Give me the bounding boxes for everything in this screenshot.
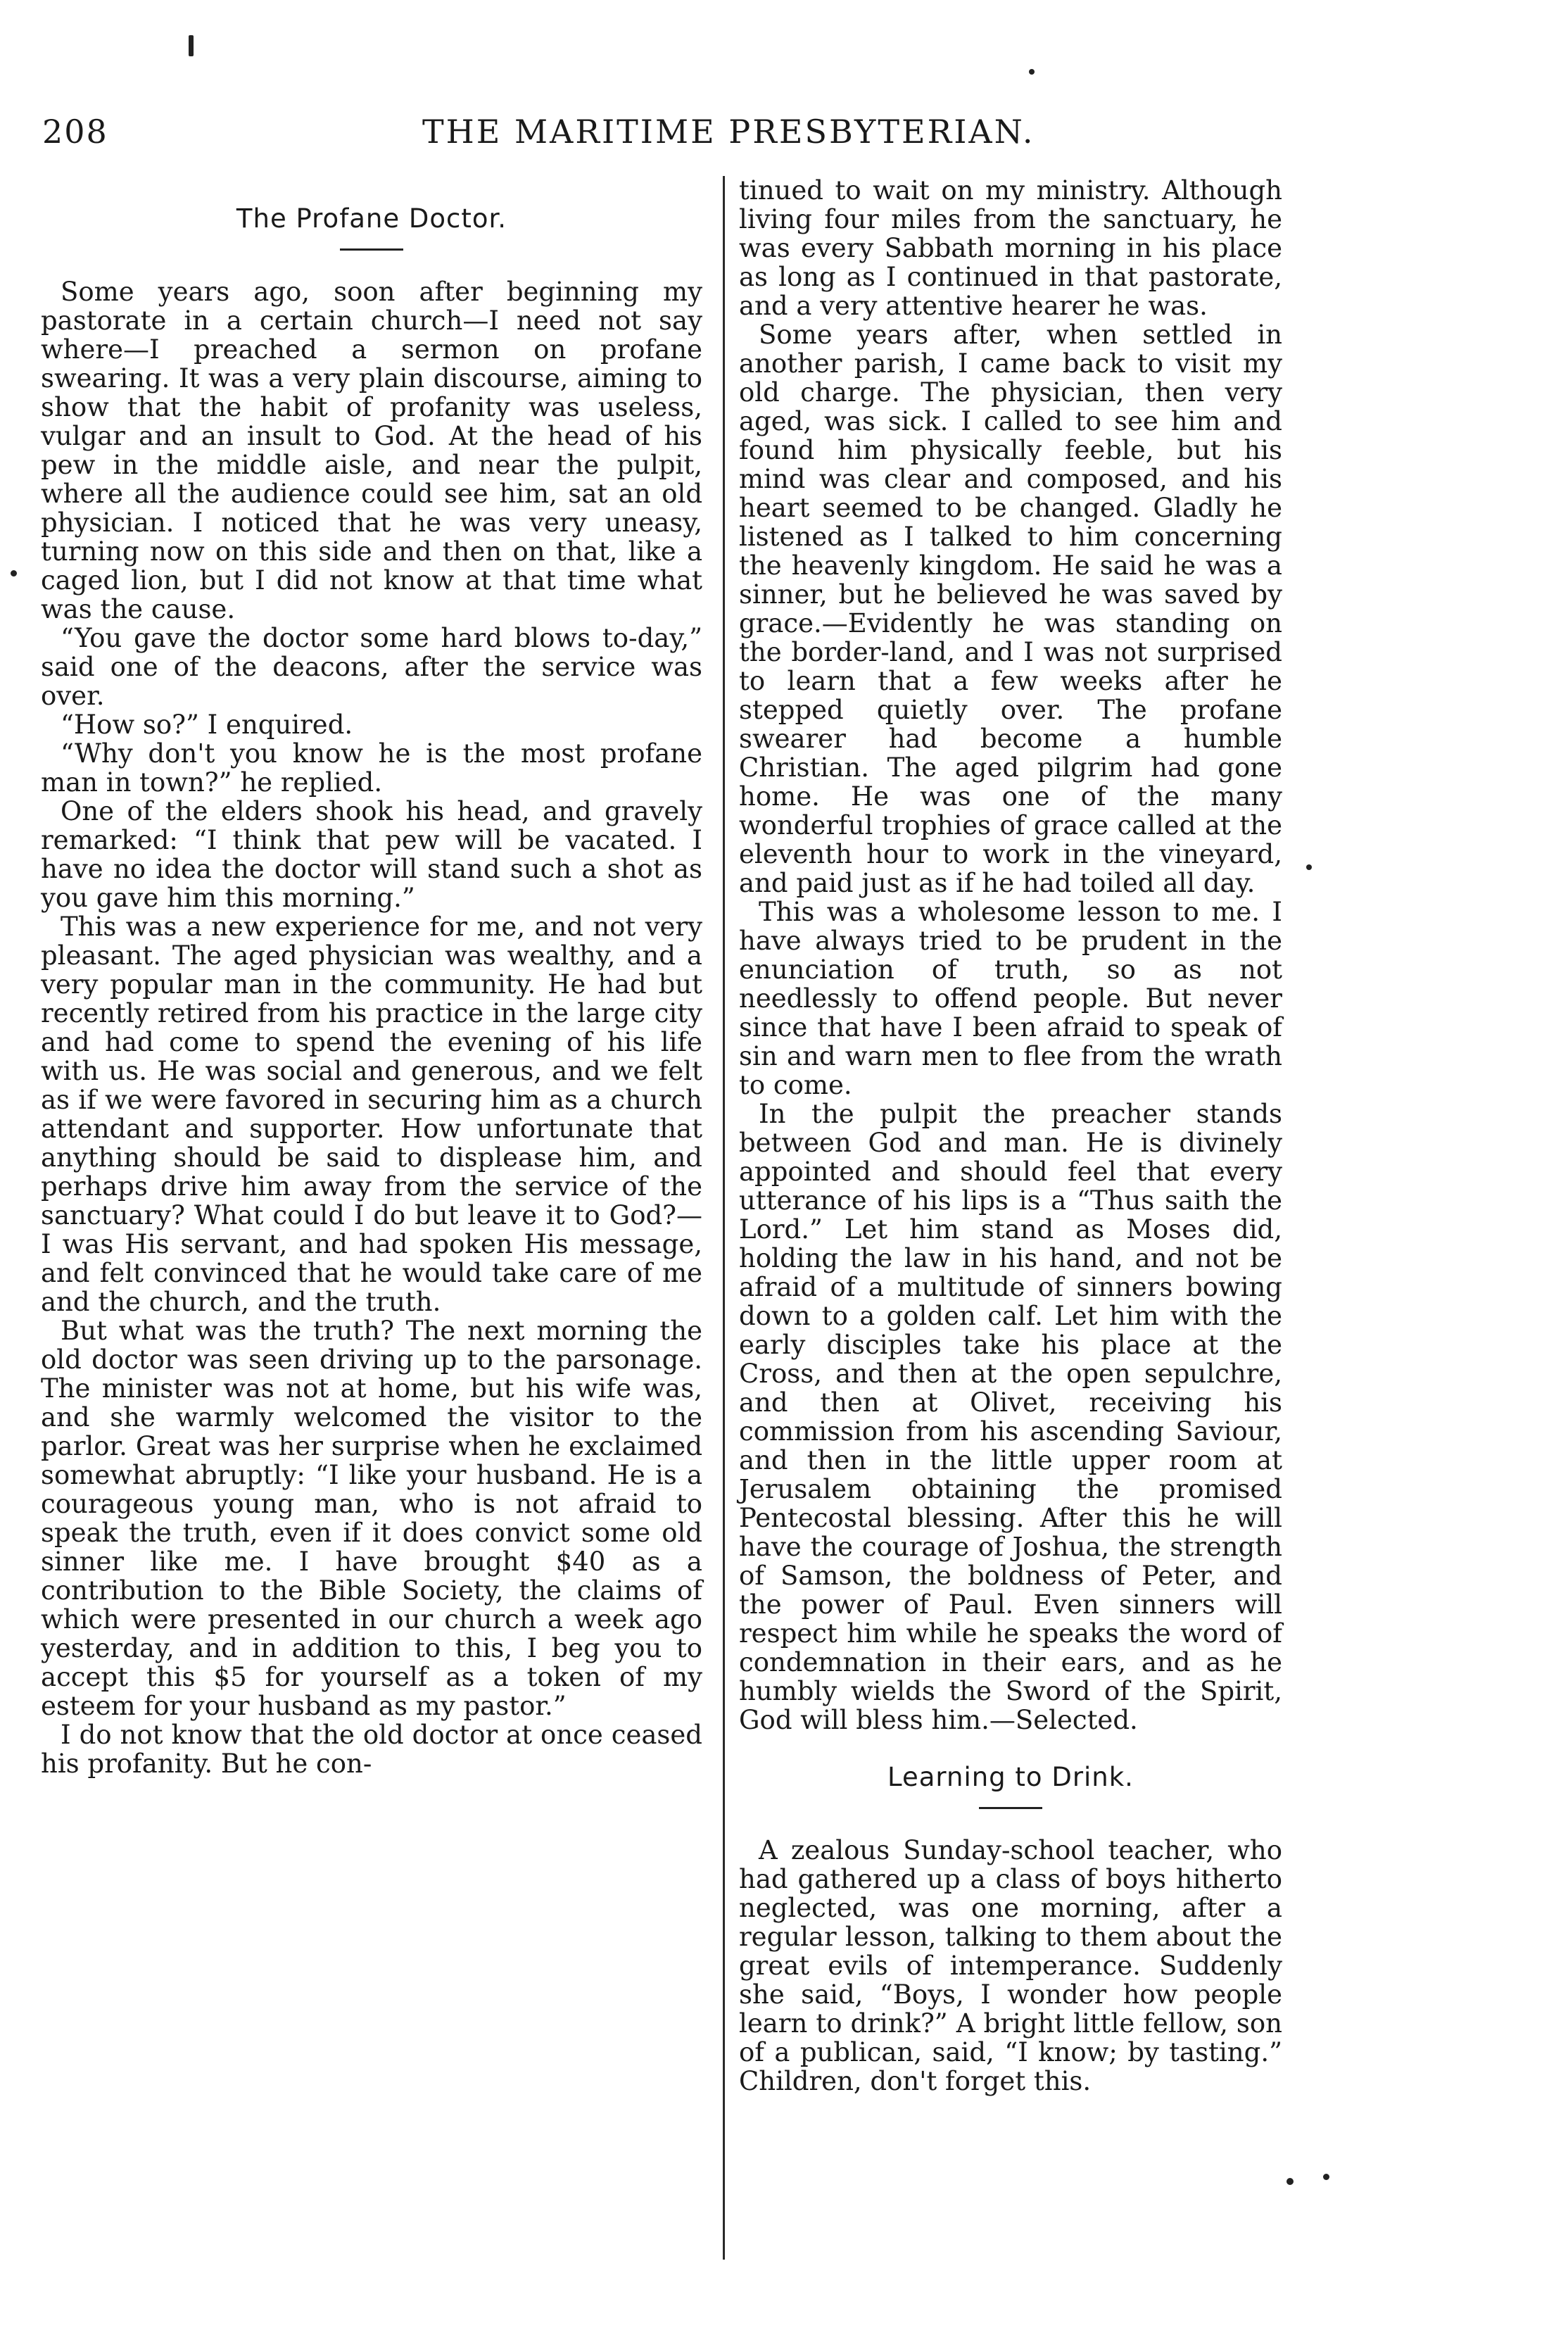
article-paragraph: One of the elders shook his head, and gravely remarked: “I think that pew will be vacated. I have no idea the doctor will stand such a shot as you gave him this morning.” [41,796,702,913]
article-paragraph: Some years ago, soon after beginning my pastorate in a certain church—I need not say where—I preached a sermon on profane swearing. It was a very plain discourse, aiming to show that the habit of profanity was useless, vulgar and an insult to God. At the head of his pew in the middle aisle, and near the pulpit, where all the audience could see him, sat an old physician. I noticed that he was very uneasy, turning now on this side and then on that, like a caged lion, but I did not know at that time what was the cause. [41,277,702,624]
article-paragraph: “You gave the doctor some hard blows to-day,” said one of the deacons, after the service was over. [41,623,702,711]
page-header [42,113,1288,162]
article-paragraph: But what was the truth? The next morning the old doctor was seen driving up to the parsonage. The minister was not at home, but his wife was, and she warmly welcomed the visitor to the parlor. Great was her surprise when he exclaimed somewhat abruptly: “I like your husband. He is a courageous young man, who is not afraid to speak the truth, even if it does convict some old sinner like me. I have brought $40 as a contribution to the Bible Society, the claims of which were presented in our church a week ago yesterday, and in addition to this, I beg you to accept this $5 for yourself as a token of my esteem for your husband as my pastor.” [41,1316,702,1721]
ink-speck [1306,864,1312,870]
article-paragraph: This was a new experience for me, and not very pleasant. The aged physician was wealthy, and a very popular man in the community. He had but recently retired from his practice in the large city and had come to spend the evening of his life with us. He was social and generous, and we felt as if we were favored in securing him as a church attendant and supporter. How unfortunate that anything should be said to displease him, and perhaps drive him away from the service of the sanctuary? What could I do but leave it to God?—I was His servant, and had spoken His message, and felt convinced that he would take care of me and the church, and the truth. [41,912,702,1317]
page-number: 208 [42,113,108,151]
article-title-profane-doctor: The Profane Doctor. [236,203,507,234]
article-paragraph: This was a wholesome lesson to me. I have always tried to be prudent in the enunciation of truth, so as not needlessly to offend people. But never since that have I been afraid to speak of sin and warn men to flee from the wrath to come. [739,897,1282,1100]
right-column [739,176,1282,2096]
title-rule [340,248,403,251]
article-paragraph: In the pulpit the preacher stands between God and man. He is divinely appointed and should feel that every utterance of his lips is a “Thus saith the Lord.” Let him stand as Moses did, holding the law in his hand, and not be afraid of a multitude of sinners bowing down to a golden calf. Let him with the early disciples take his place at the Cross, and then at the open sepulchre, and then at Olivet, receiving his commission from his ascending Saviour, and then in the little upper room at Jerusalem obtaining the promised Pentecostal blessing. After this he will have the courage of Joshua, the strength of Samson, the boldness of Peter, and the power of Paul. Even sinners will respect him while he speaks the word of condemnation in their ears, and as he humbly wields the Sword of the Spirit, God will bless him.—Selected. [739,1099,1282,1735]
left-column [41,176,702,1778]
journal-title: THE MARITIME PRESBYTERIAN. [422,113,1035,151]
article-paragraph: “How so?” I enquired. [61,710,353,740]
article-paragraph: “Why don't you know he is the most profane man in town?” he replied. [41,738,702,798]
ink-speck [1323,2174,1329,2180]
ink-speck [11,570,17,577]
column-divider [723,176,725,2260]
article-paragraph: A zealous Sunday-school teacher, who had gathered up a class of boys hitherto neglected, was one morning, after a regular lesson, talking to them about the great evils of intemperance. Suddenly she said, “Boys, I wonder how people learn to drink?” A bright little fellow, son of a publican, said, “I know; by tasting.” Children, don't forget this. [739,1835,1282,2096]
article-paragraph: Some years after, when settled in another parish, I came back to visit my old charge. The physician, then very aged, was sick. I called to see him and found him physically feeble, but his mind was clear and composed, and his heart seemed to be changed. Gladly he listened as I talked to him concerning the heavenly kingdom. He said he was a sinner, but he believed he was saved by grace.—Evidently he was standing on the border-land, and I was not surprised to learn that a few weeks after he stepped quietly over. The profane swearer had become a humble Christian. The aged pilgrim had gone home. He was one of the many wonderful trophies of grace called at the eleventh hour to work in the vineyard, and paid just as if he had toiled all day. [739,320,1282,898]
ink-speck [1029,69,1035,75]
article-paragraph: I do not know that the old doctor at once ceased his profanity. But he con- [41,1720,702,1779]
ink-speck [189,35,194,56]
title-rule [979,1807,1042,1809]
article-title-learning-to-drink: Learning to Drink. [887,1762,1134,1792]
ink-speck [1286,2178,1294,2185]
article-paragraph-continued: tinued to wait on my ministry. Although living four miles from the sanctuary, he was every Sabbath morning in his place as long as I continued in that pastorate, and a very attentive hearer he was. [739,175,1282,321]
